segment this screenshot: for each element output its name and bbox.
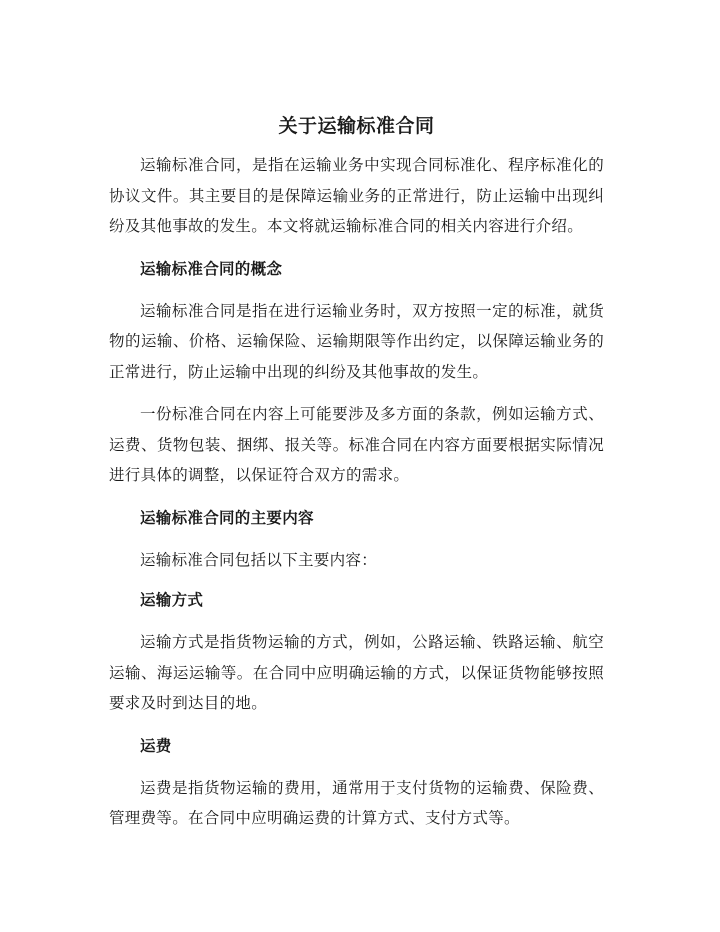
section-heading-main-content: 运输标准合同的主要内容 <box>140 507 314 527</box>
intro-paragraph: 运输标准合同，是指在运输业务中实现合同标准化、程序标准化的协议文件。其主要目的是保障运输业务的正常进行，防止运输中出现纠纷及其他事故的发生。本文将就运输标准合同的相关内容进行介绍。 <box>109 156 604 235</box>
section-heading-transport-mode: 运输方式 <box>140 590 204 609</box>
freight-paragraph: 运费是指货物运输的费用，通常用于支付货物的运输费、保险费、管理费等。在合同中应明确运费的计算方式、支付方式等。 <box>109 778 604 827</box>
transport-mode-paragraph: 运输方式是指货物运输的方式，例如，公路运输、铁路运输、航空运输、海运运输等。在合同中应明确运输的方式，以保证货物能够按照要求及时到达目的地。 <box>109 633 604 712</box>
concept-paragraph-1: 运输标准合同是指在进行运输业务时，双方按照一定的标准，就货物的运输、价格、运输保险、运输期限等作出约定，以保障运输业务的正常进行，防止运输中出现的纠纷及其他事故的发生。 <box>109 301 604 381</box>
concept-paragraph-2: 一份标准合同在内容上可能要涉及多方面的条款，例如运输方式、运费、货物包装、捆绑、报关等。标准合同在内容方面要根据实际情况进行具体的调整，以保证符合双方的需求。 <box>109 405 604 484</box>
document-title: 关于运输标准合同 <box>278 115 435 137</box>
document-page <box>109 112 604 846</box>
main-content-paragraph: 运输标准合同包括以下主要内容： <box>140 550 378 569</box>
section-heading-concept: 运输标准合同的概念 <box>140 258 283 278</box>
section-heading-freight: 运费 <box>140 735 172 755</box>
